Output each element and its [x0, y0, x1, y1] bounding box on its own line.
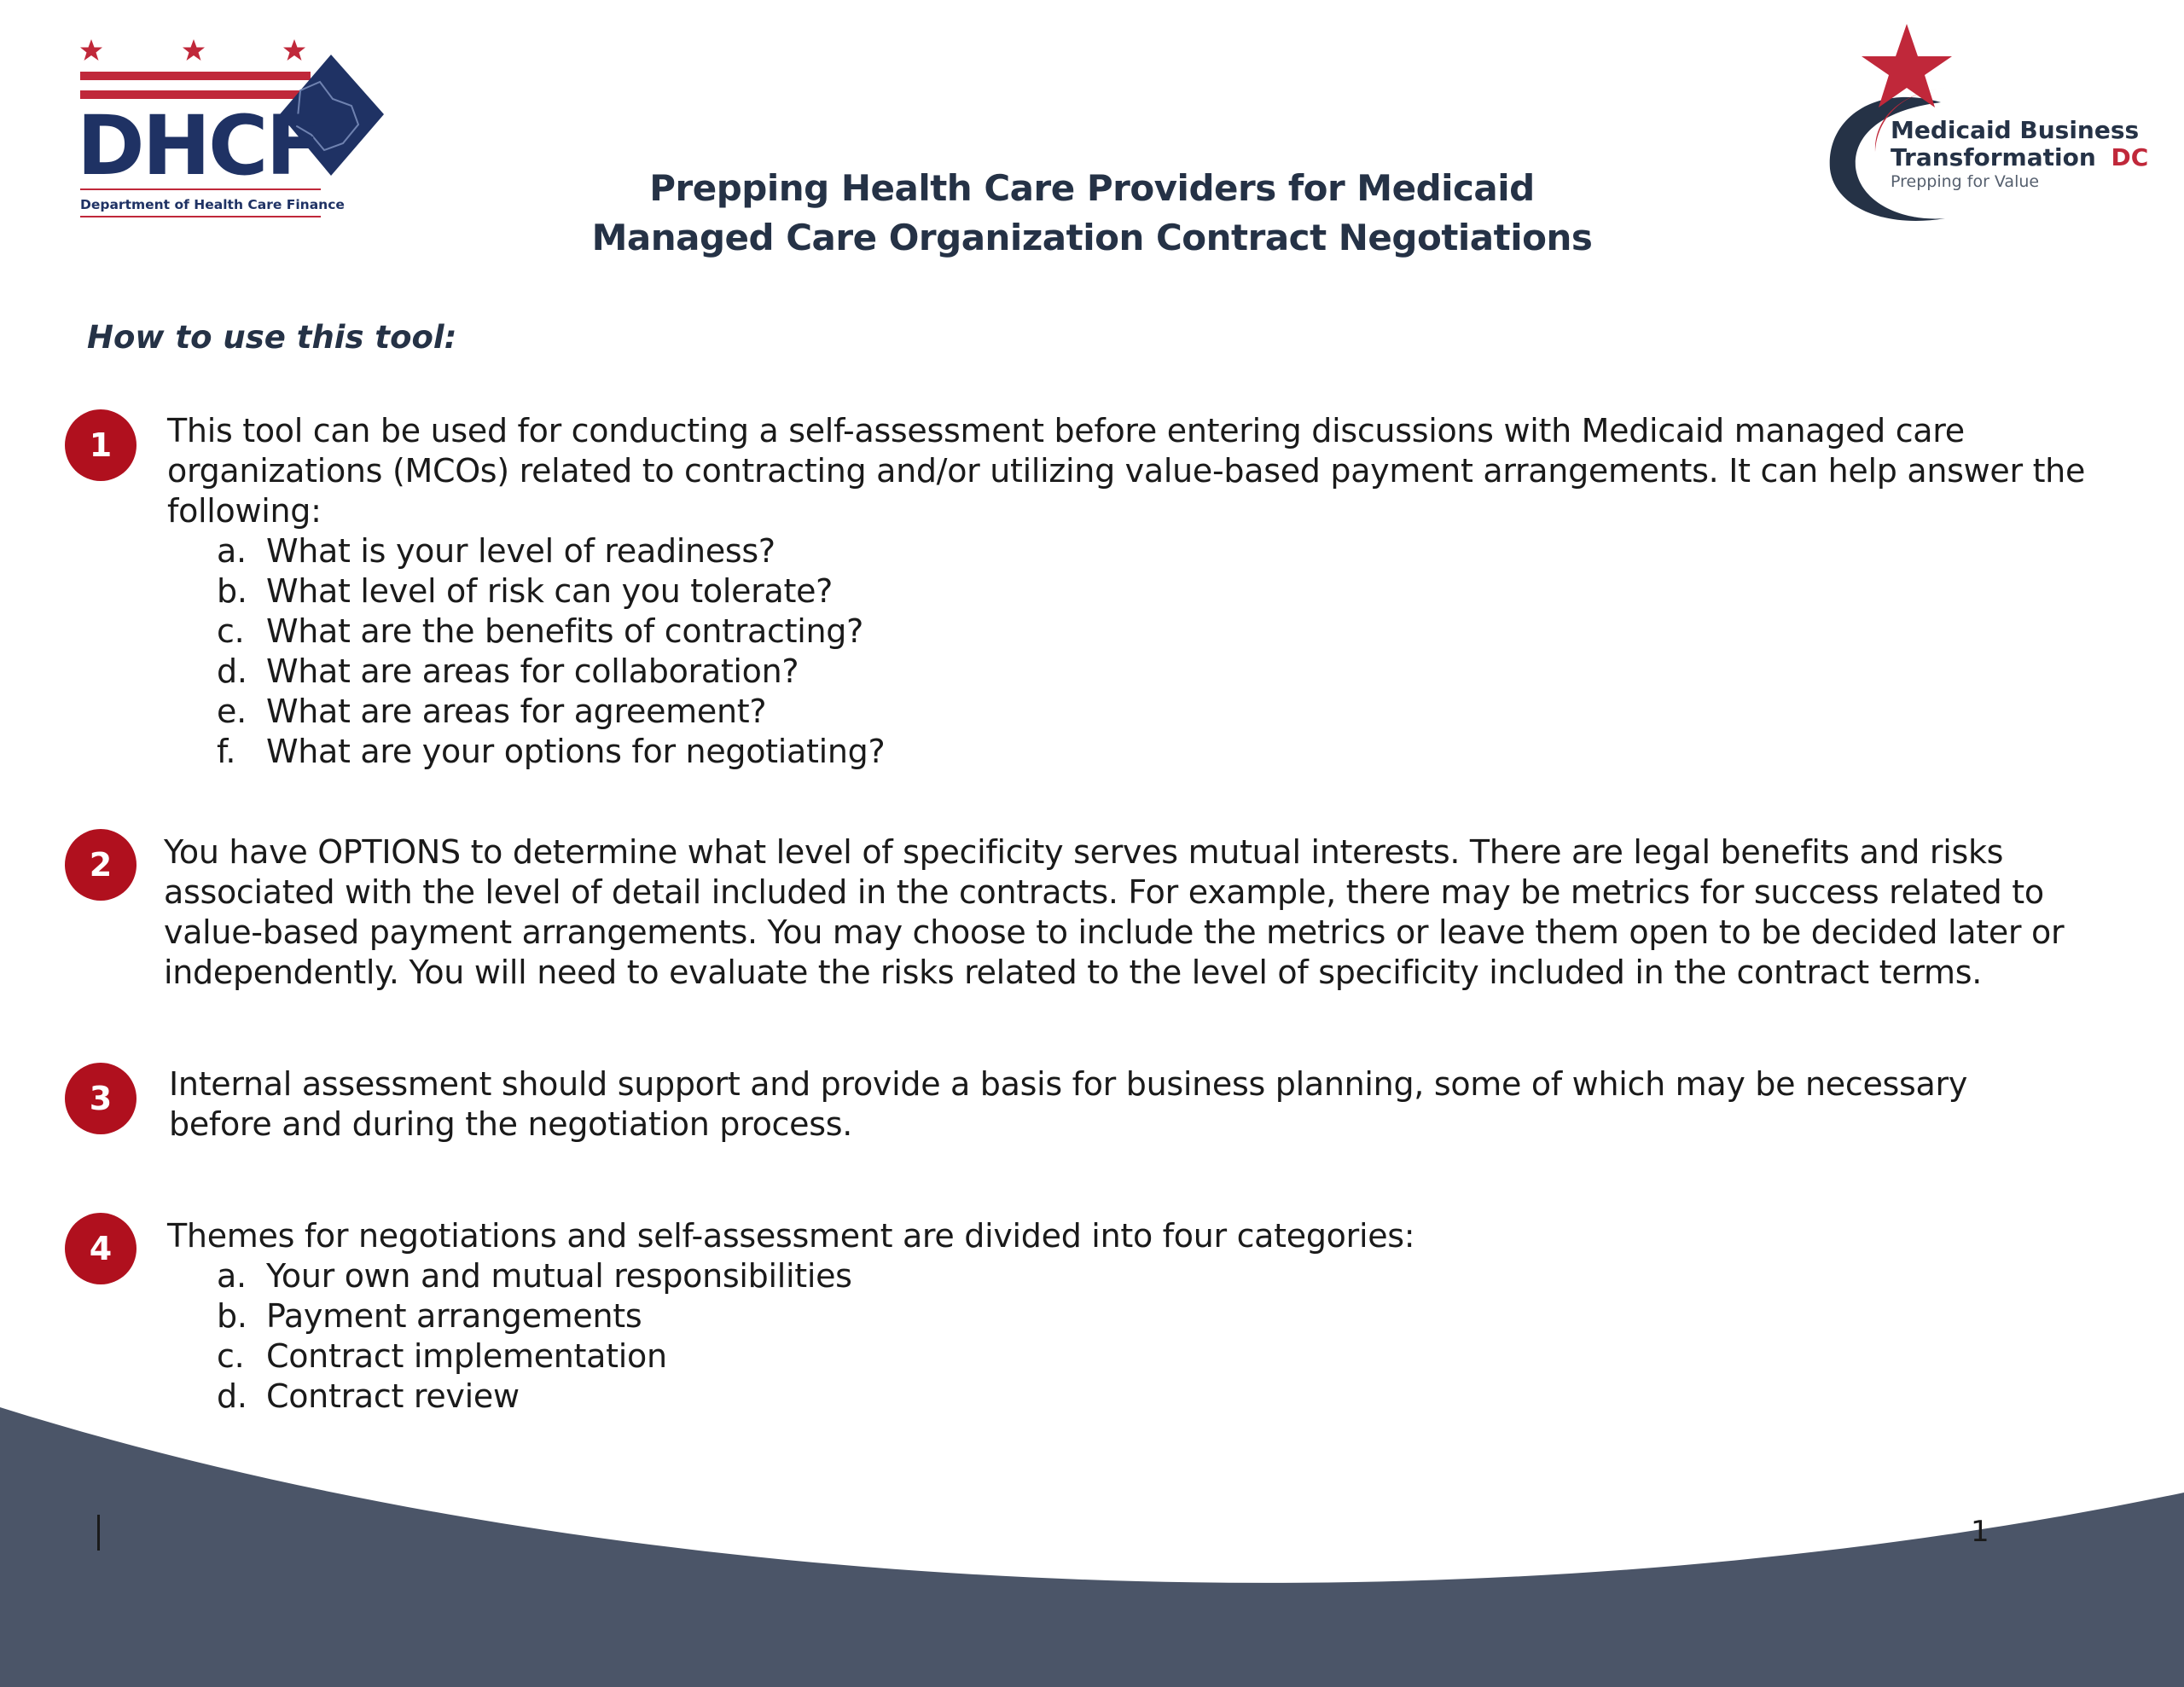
- svg-text:Transformation DC: [1891, 143, 2148, 171]
- step-4-text: Themes for negotiations and self-assessment are divided into four categories:: [167, 1217, 1415, 1255]
- step-3-content: [169, 1064, 2080, 1145]
- step-4-content: [167, 1216, 2112, 1417]
- mbt-dc-logo: [1817, 24, 2158, 237]
- list-item: d. Contract review: [217, 1377, 520, 1415]
- list-item: b. What level of risk can you tolerate?: [217, 572, 834, 610]
- step-badge-1: 1: [65, 409, 136, 481]
- page-title: [478, 164, 1706, 263]
- title-line-1: Prepping Health Care Providers for Medicaid: [649, 167, 1535, 209]
- logo-tagline: Prepping for Value: [1891, 172, 2040, 191]
- logo-line1: Medicaid Business: [1891, 116, 2140, 144]
- step-1-sublist: [167, 531, 2112, 772]
- star-icon: [80, 39, 305, 61]
- logo-acronym: DHCF: [77, 98, 320, 194]
- logo-line2-main: Transformation: [1891, 143, 2096, 171]
- list-item: a. Your own and mutual responsibilities: [217, 1257, 852, 1295]
- page-number: 1: [1971, 1515, 1989, 1549]
- logo-subtitle: Department of Health Care Finance: [80, 197, 345, 212]
- step-2-text: You have OPTIONS to determine what level of specificity serves mutual interests. There are legal benefits and risks associated with the level of detail included in the contracts. For example, there may be metrics for success related to value-based payment arrangements. You may choose to include the metrics or leave them open to be decided later or independently. You will need to evaluate the risks related to the level of specificity included in the contract terms.: [164, 833, 2065, 991]
- logo-line2-accent: DC: [2111, 143, 2149, 171]
- dhcf-logo: [77, 31, 401, 227]
- list-item: c. What are the benefits of contracting?: [217, 612, 863, 650]
- step-2-content: [164, 832, 2117, 993]
- list-item: d. What are areas for collaboration?: [217, 652, 799, 690]
- step-badge-2: 2: [65, 829, 136, 901]
- star-icon: [1862, 24, 1952, 107]
- footer-divider: [97, 1515, 100, 1551]
- list-item: a. What is your level of readiness?: [217, 532, 775, 570]
- step-1-text: This tool can be used for conducting a self-assessment before entering discussions with Medicaid managed care organizations (MCOs) related to contracting and/or utilizing value-based payment arrangements. It can help answer the following:: [167, 412, 2086, 530]
- section-heading: How to use this tool:: [87, 319, 457, 356]
- step-1-content: [167, 411, 2112, 772]
- list-item: c. Contract implementation: [217, 1337, 667, 1375]
- list-item: e. What are areas for agreement?: [217, 693, 767, 730]
- list-item: f. What are your options for negotiating?: [217, 733, 886, 770]
- step-badge-4: 4: [65, 1213, 136, 1284]
- step-3-text: Internal assessment should support and provide a basis for business planning, some of which may be necessary before and during the negotiation process.: [169, 1065, 1968, 1143]
- title-line-2: Managed Care Organization Contract Negotiations: [591, 217, 1593, 258]
- step-badge-3: 3: [65, 1063, 136, 1134]
- footer-wave: [0, 1390, 2184, 1687]
- list-item: b. Payment arrangements: [217, 1297, 642, 1335]
